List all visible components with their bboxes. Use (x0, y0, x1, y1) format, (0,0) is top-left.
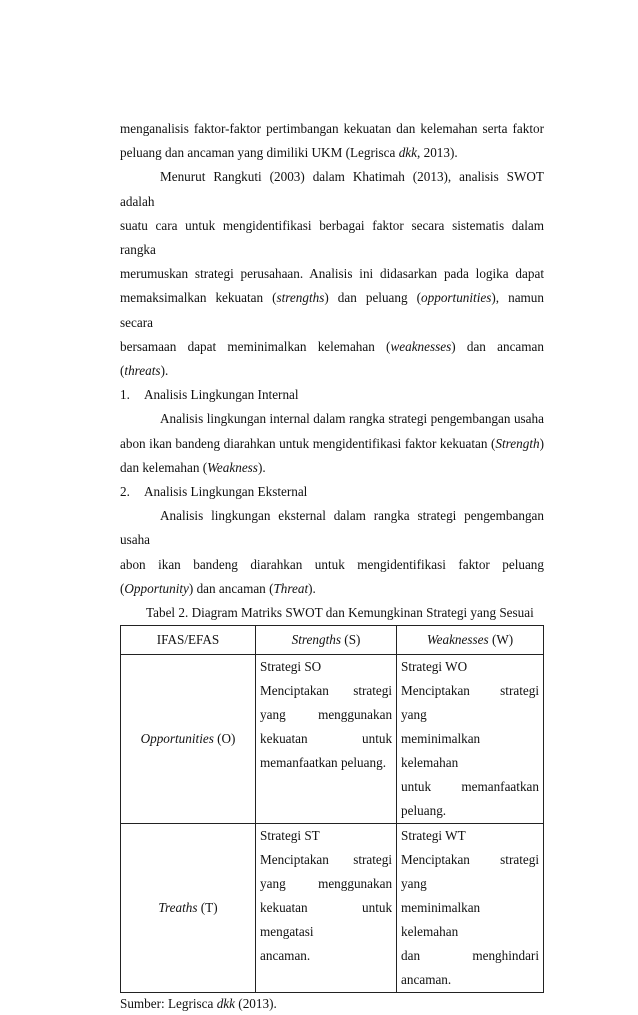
text: abon ikan bandeng diarahkan untuk mengidentifikasi faktor kekuatan ( (120, 435, 496, 451)
text: bersamaan dapat meminimalkan kelemahan ( (120, 338, 391, 354)
header-weaknesses (397, 626, 544, 655)
italic-text: Threat (273, 580, 309, 596)
cell-text: Menciptakan strategi (260, 683, 393, 699)
header-strengths (256, 626, 397, 655)
paragraph-line (120, 577, 544, 601)
italic-text: Weaknesses (426, 631, 489, 647)
paragraph-line (120, 286, 544, 334)
row-label-treaths (121, 824, 256, 993)
swot-matrix-table (120, 625, 544, 993)
table-caption: Tabel 2. Diagram Matriks SWOT dan Kemungkinan Strategi yang Sesuai (146, 605, 534, 621)
section-heading-external (120, 480, 544, 504)
text: Sumber: Legrisca (120, 996, 217, 1012)
cell-text: yang menggunakan (260, 707, 393, 723)
italic-text: weaknesses (390, 338, 452, 354)
italic-text: dkk (398, 145, 417, 161)
section-number: 2. (120, 484, 130, 500)
italic-text: Weakness (207, 459, 258, 475)
cell-text: meminimalkan kelemahan (401, 900, 481, 940)
paragraph-line (120, 262, 544, 286)
cell-text: peluang. (401, 803, 447, 819)
table-source (120, 993, 544, 1015)
text: peluang dan ancaman yang dimiliki UKM (Legrisca (120, 145, 399, 161)
cell-text: memanfaatkan peluang. (260, 755, 386, 771)
cell-text: Menciptakan strategi yang (401, 852, 539, 892)
text: (O) (213, 730, 236, 746)
text: Menurut Rangkuti (2003) dalam Khatimah (2013), analisis SWOT adalah (120, 169, 544, 209)
page-content (120, 117, 544, 1015)
paragraph-line (120, 165, 544, 213)
text: ) dan ancaman ( (188, 580, 274, 596)
italic-text: Strength (495, 435, 540, 451)
cell-text: ancaman. (260, 948, 311, 964)
cell-strategi-wo (397, 655, 544, 824)
text: dan kelemahan ( (120, 459, 208, 475)
cell-text: yang menggunakan (260, 876, 393, 892)
paragraph-line (120, 553, 544, 577)
paragraph-line (120, 117, 544, 141)
table-row-opportunities (121, 655, 544, 824)
italic-text: Opportunity (124, 580, 189, 596)
header-ifas-efas (121, 626, 256, 655)
italic-text: Opportunities (140, 730, 214, 746)
cell-text: kekuatan untuk (260, 731, 393, 747)
text: menganalisis faktor-faktor pertimbangan kekuatan dan kelemahan serta faktor (120, 121, 544, 136)
italic-text: threats (124, 363, 161, 379)
cell-title: Strategi ST (260, 828, 320, 844)
text: , 2013). (417, 145, 458, 161)
cell-text: ancaman. (401, 972, 452, 988)
text: Analisis lingkungan internal dalam rangka strategi pengembangan usaha (160, 411, 544, 427)
paragraph-line (120, 456, 544, 480)
cell-strategi-so (256, 655, 397, 824)
section-number: 1. (120, 387, 130, 403)
text: Analisis lingkungan eksternal dalam rangka strategi pengembangan usaha (120, 508, 544, 548)
paragraph-line (120, 335, 544, 383)
text: ) dan ancaman ( (120, 338, 544, 379)
paragraph-line (120, 432, 544, 456)
paragraph-line (120, 214, 544, 262)
table-header-row (121, 626, 544, 655)
cell-text: Menciptakan strategi (260, 852, 393, 868)
italic-text: Treaths (158, 899, 198, 915)
paragraph-line (120, 141, 544, 165)
text: ( (120, 580, 125, 596)
section-title: Analisis Lingkungan Internal (144, 387, 299, 403)
italic-text: opportunities (421, 290, 492, 306)
paragraph-line (120, 407, 544, 431)
cell-text: meminimalkan kelemahan (401, 731, 481, 771)
section-heading-internal (120, 383, 544, 407)
section-title: Analisis Lingkungan Eksternal (144, 484, 308, 500)
text: suatu cara untuk mengidentifikasi berbagai faktor secara sistematis dalam rangka (120, 217, 544, 258)
italic-text: Strengths (291, 631, 341, 647)
paragraph-line (120, 504, 544, 552)
cell-strategi-st (256, 824, 397, 993)
cell-title: Strategi WT (401, 828, 466, 844)
table-row-threats (121, 824, 544, 993)
italic-text: dkk (216, 996, 235, 1012)
text: abon ikan bandeng diarahkan untuk mengidentifikasi faktor peluang (120, 556, 544, 572)
text: (W) (488, 631, 514, 647)
text: ). (257, 459, 266, 475)
text: IFAS/EFAS (156, 631, 220, 647)
cell-text: kekuatan untuk mengatasi (260, 900, 393, 940)
text: ). (308, 580, 316, 596)
cell-text: untuk memanfaatkan (401, 779, 539, 795)
text: ). (160, 363, 169, 379)
cell-title: Strategi SO (260, 659, 322, 675)
text: (S) (341, 631, 361, 647)
italic-text: strengths (276, 290, 325, 306)
text: memaksimalkan kekuatan ( (120, 290, 277, 306)
cell-title: Strategi WO (401, 659, 468, 675)
text: ) (539, 435, 544, 451)
text: (T) (197, 899, 218, 915)
text: merumuskan strategi perusahaan. Analisis ini didasarkan pada logika dapat (120, 266, 544, 282)
cell-text: Menciptakan strategi yang (401, 683, 539, 723)
text: ) dan peluang ( (324, 290, 422, 306)
cell-text: dan menghindari (401, 948, 539, 964)
cell-strategi-wt (397, 824, 544, 993)
text: (2013). (235, 996, 277, 1012)
row-label-opportunities (121, 655, 256, 824)
text: ), namun secara (120, 290, 544, 330)
